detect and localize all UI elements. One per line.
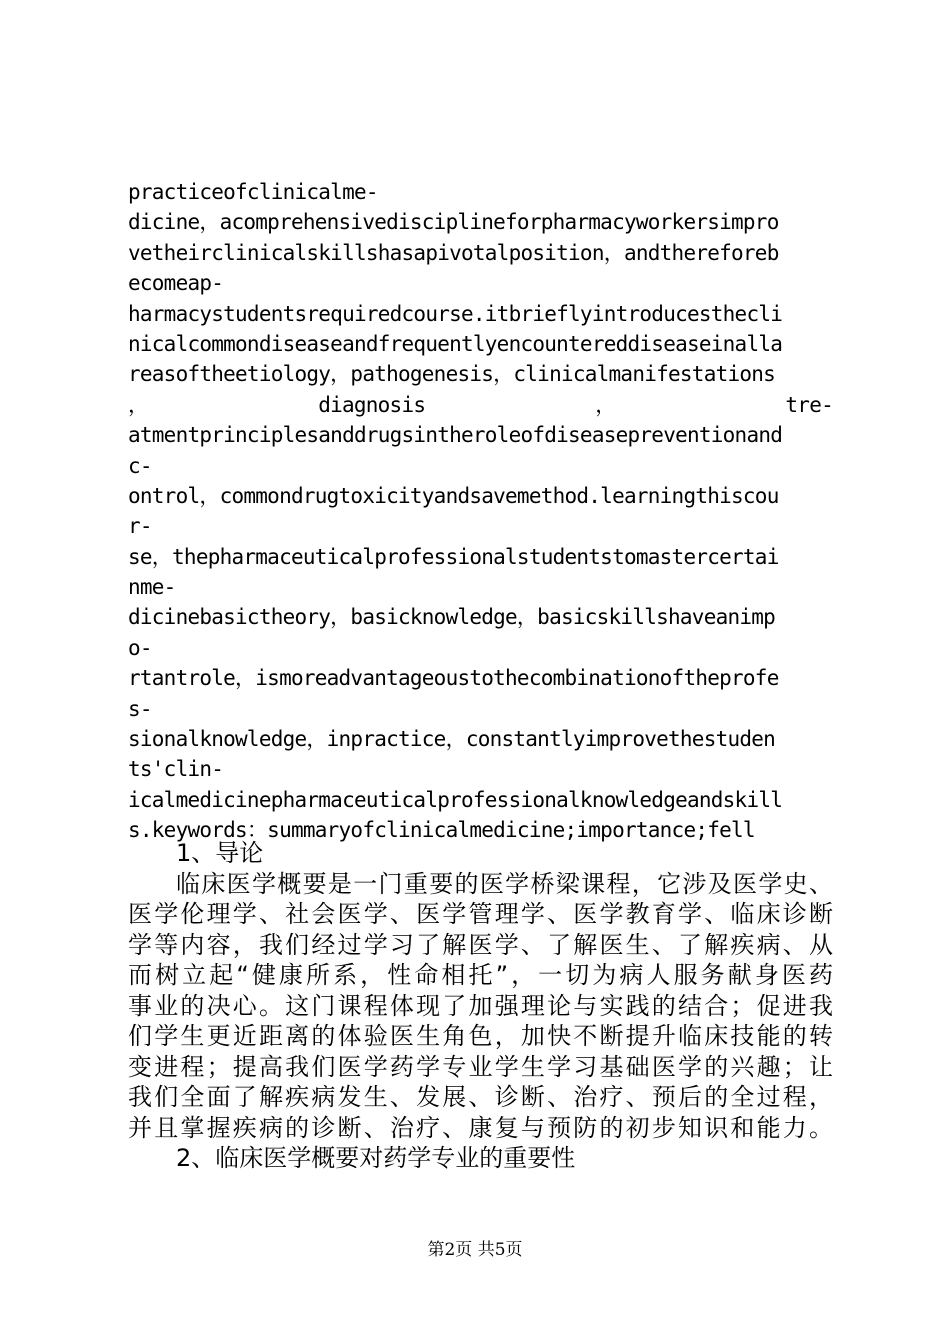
spread-comma-2: ， xyxy=(595,392,616,417)
paragraph-line: 并且掌握疾病的诊断、治疗、康复与预防的初步知识和能力。 xyxy=(128,1113,833,1142)
paragraph-line: 事业的决心。这门课程体现了加强理论与实践的结合；促进我 xyxy=(128,991,833,1020)
paragraph-line: 变进程；提高我们医学药学专业学生学习基础医学的兴趣；让 xyxy=(128,1052,833,1081)
section-heading-importance: 2、临床医学概要对药学专业的重要性 xyxy=(176,1144,576,1172)
abstract-line: ts'clin- xyxy=(128,757,224,782)
abstract-spread-line xyxy=(128,390,833,420)
section-heading-introduction: 1、导论 xyxy=(176,839,264,867)
abstract-line: sionalknowledge，inpractice，constantlyimprovethestuden xyxy=(128,727,776,752)
paragraph-line: 我们全面了解疾病发生、发展、诊断、治疗、预后的全过程， xyxy=(128,1083,833,1111)
page-footer: 第2页 共5页 xyxy=(427,1240,523,1260)
abstract-line: nme- xyxy=(128,575,176,600)
english-abstract xyxy=(128,177,833,846)
abstract-line: icalmedicinepharmaceuticalprofessionalknowledgeandskill xyxy=(128,787,783,812)
abstract-line: c- xyxy=(128,453,152,478)
abstract-line: o- xyxy=(128,635,152,660)
paragraph-line: 临床医学概要是一门重要的医学桥梁课程，它涉及医学史、 xyxy=(176,869,833,898)
abstract-line: rtantrole，ismoreadvantageoustothecombinationoftheprofe xyxy=(128,666,779,691)
abstract-line: atmentprinciplesanddrugsintheroleofdiseasepreventionand xyxy=(128,423,783,448)
spread-word-diagnosis: diagnosis xyxy=(318,392,426,417)
abstract-line: harmacystudentsrequiredcourse.itbrieflyintroducesthecli xyxy=(128,301,783,326)
abstract-line: ecomeap- xyxy=(128,271,224,296)
chinese-body xyxy=(128,838,833,1174)
spread-comma-1: ， xyxy=(128,392,149,417)
abstract-line: se，thepharmaceuticalprofessionalstudentstomastercertai xyxy=(128,544,779,569)
abstract-line: s- xyxy=(128,696,152,721)
abstract-line: r- xyxy=(128,514,152,539)
paragraph-line: 而树立起“健康所系，性命相托”，一切为病人服务献身医药 xyxy=(128,961,833,989)
abstract-line: ontrol，commondrugtoxicityandsavemethod.learningthiscou xyxy=(128,483,779,508)
abstract-line: dicine，acomprehensivedisciplineforpharmacyworkersimpro xyxy=(128,210,779,235)
abstract-line: nicalcommondiseaseandfrequentlyencountereddiseaseinalla xyxy=(128,331,783,356)
abstract-line: vetheirclinicalskillshasapivotalposition，andthereforeb xyxy=(128,240,779,265)
abstract-line: reasoftheetiology，pathogenesis，clinicalmanifestations xyxy=(128,362,776,387)
abstract-line: practiceofclinicalme- xyxy=(128,180,378,204)
abstract-line: s.keywords：summaryofclinicalmedicine;importance;fell xyxy=(128,818,755,843)
paragraph-line: 学等内容，我们经过学习了解医学、了解医生、了解疾病、从 xyxy=(128,930,833,959)
paragraph-line: 医学伦理学、社会医学、医学管理学、医学教育学、临床诊断 xyxy=(128,900,833,928)
abstract-line: dicinebasictheory，basicknowledge，basicskillshaveanimp xyxy=(128,605,776,630)
spread-word-tre: tre- xyxy=(785,392,833,417)
paragraph-line: 们学生更近距离的体验医生角色，加快不断提升临床技能的转 xyxy=(128,1022,833,1050)
